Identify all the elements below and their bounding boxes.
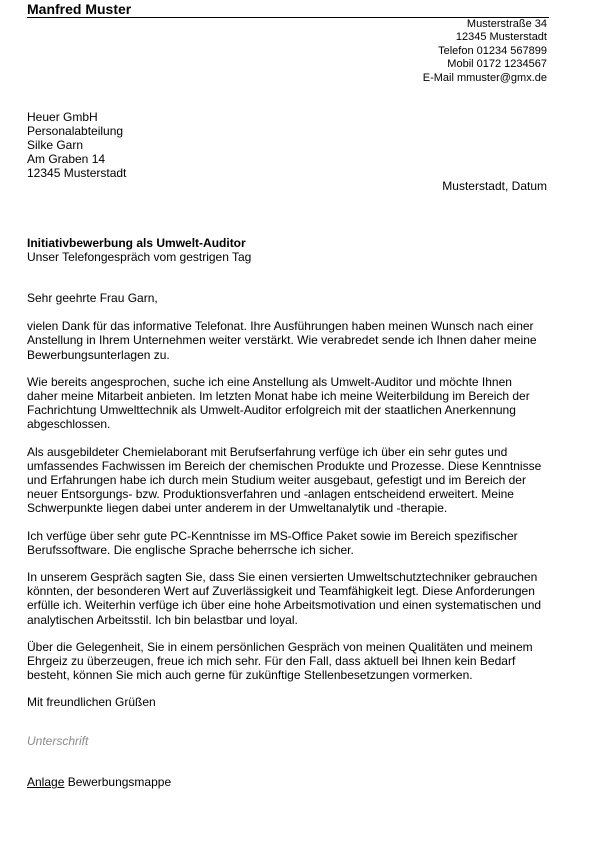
- enclosure-line: [27, 775, 171, 789]
- sender-city: 12345 Musterstadt: [455, 31, 547, 44]
- subject-title: Initiativbewerbung als Umwelt-Auditor: [27, 236, 246, 250]
- body-paragraph: Über die Gelegenheit, Sie in einem persönlichen Gespräch von meinen Qualitäten und meinem Ehrgeiz zu überzeugen, freue ich mich sehr. Für den Fall, dass aktuell bei Ihnen kein Bedarf besteht, können Sie mich auch gerne für zukünftige Stellenbesetzungen vormerken.: [27, 639, 533, 683]
- recipient-department: Personalabteilung: [27, 124, 124, 138]
- sender-email: E-Mail mmuster@gmx.de: [422, 71, 547, 84]
- body-paragraph: In unserem Gespräch sagten Sie, dass Sie einen versierten Umweltschutztechniker gebrauchen könnten, der besonderen Wert auf Zuverlässigkeit und Teamfähigkeit legt. Diese Anforderungen erfülle ich. Weiterhin verfüge ich über eine hohe Arbeitsmotivation und einen systematischen und analytischen Arbeitsstil. Ich bin belastbar und loyal.: [27, 570, 542, 627]
- body-paragraph: Ich verfüge über sehr gute PC-Kenntnisse im MS-Office Paket sowie im Bereich spezifischer Berufssoftware. Die englische Sprache beherrsche ich sicher.: [27, 528, 518, 557]
- recipient-company: Heuer GmbH: [27, 110, 98, 124]
- salutation: Sehr geehrte Frau Garn,: [27, 291, 158, 305]
- body-paragraph: vielen Dank für das informative Telefonat. Ihre Ausführungen haben meinen Wunsch nach einer Anstellung in Ihrem Unternehmen weiter verstärkt. Wie verabredet sende ich Ihnen daher meine Bewerbungsunterlagen zu.: [27, 319, 537, 362]
- body-paragraph: Als ausgebildeter Chemielaborant mit Berufserfahrung verfüge ich über ein sehr gutes und umfassendes Fachwissen im Bereich der chemischen Produkte und Prozesse. Diese Kenntnisse und Erfahrungen habe ich durch mein Studium weiter ausgebaut, gefestigt und im Bereich der neuer Entsorgungs- bzw. Produktionsverfahren und -anlagen entscheidend erweitert. Meine Schwerpunkte liegen dabei unter anderem in der Umweltanalytik und -therapie.: [27, 444, 542, 516]
- sender-phone: Telefon 01234 567899: [438, 44, 547, 57]
- sender-mobile: Mobil 0172 1234567: [447, 58, 547, 71]
- body-paragraph: Wie bereits angesprochen, suche ich eine Anstellung als Umwelt-Auditor und möchte Ihnen daher meine Mitarbeit anbieten. Im letzten Monat habe ich meine Weiterbildung im Bereich der Fachrichtung Umwelttechnik als Umwelt-Auditor erfolgreich mit der staatlichen Anerkennung abgeschlossen.: [27, 374, 530, 432]
- recipient-person: Silke Garn: [27, 138, 84, 152]
- recipient-city: 12345 Musterstadt: [27, 166, 127, 180]
- subject-reference: Unser Telefongespräch vom gestrigen Tag: [27, 250, 252, 264]
- sender-name: Manfred Muster: [27, 1, 132, 17]
- sender-street: Musterstraße 34: [466, 18, 547, 30]
- enclosure-text: Bewerbungsmappe: [67, 775, 172, 789]
- enclosure-label: Anlage: [27, 775, 65, 789]
- sender-address: [423, 18, 547, 85]
- signature-placeholder: Unterschrift: [27, 734, 89, 748]
- closing: Mit freundlichen Grüßen: [27, 695, 156, 710]
- subject-block: [27, 236, 251, 264]
- recipient-street: Am Graben 14: [27, 152, 106, 166]
- letter-body: [27, 291, 557, 723]
- date-line: Musterstadt, Datum: [442, 179, 547, 193]
- recipient-address: [27, 110, 126, 180]
